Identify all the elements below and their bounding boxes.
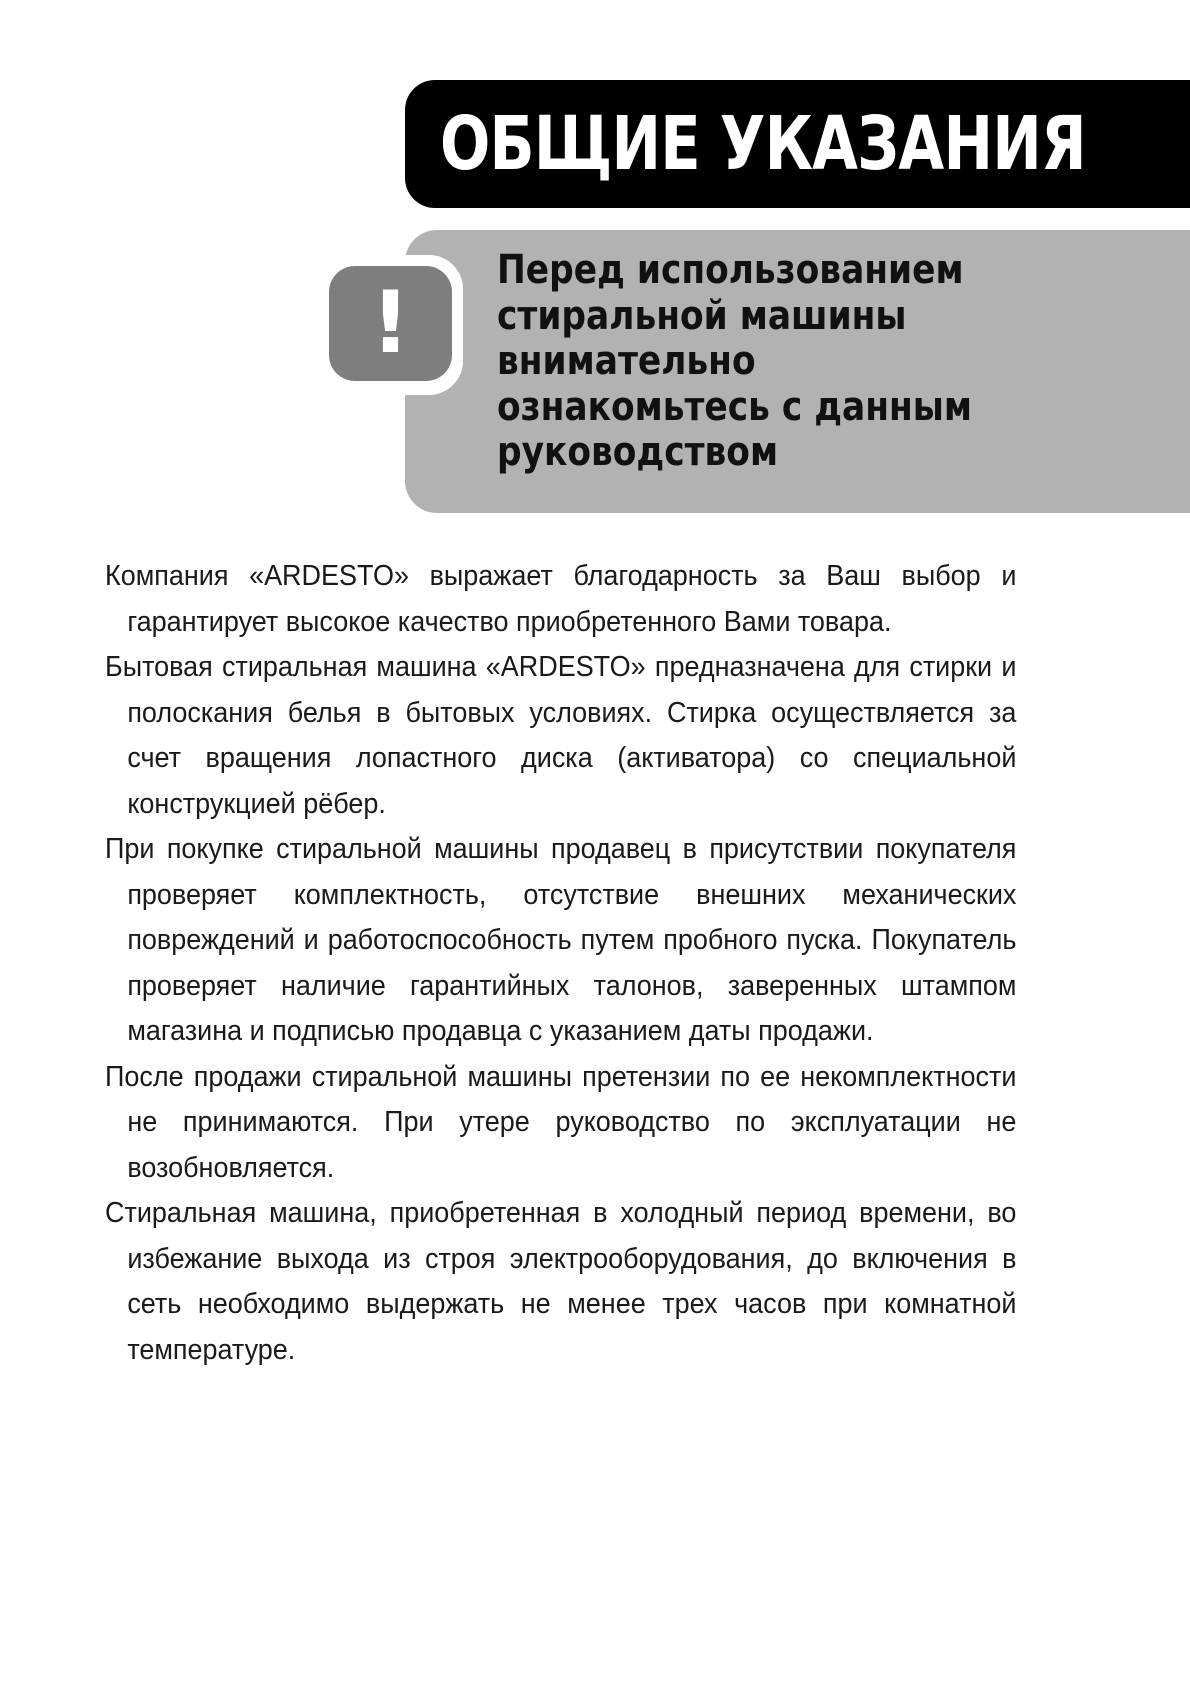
paragraph: Компания «ARDESTO» выражает благодарность за Ваш выбор и гарантирует высокое качество приобретенного Вами товара.: [105, 560, 1017, 638]
paragraph: После продажи стиральной машины претензии по ее некомплектности не принимаются. При утере руководство по эксплуатации не возобновляется.: [105, 1060, 1017, 1184]
body-text: [105, 554, 1016, 1373]
exclamation-icon: !: [329, 266, 452, 381]
paragraph: Бытовая стиральная машина «ARDESTO» предназначена для стирки и полоскания белья в бытовых условиях. Стирка осуществляется за счет вращения лопастного диска (активатора) со специальной конструкцией рёбер.: [105, 651, 1017, 820]
paragraph: При покупке стиральной машины продавец в присутствии покупателя проверяет комплектность, отсутствие внешних механических повреждений и работоспособность путем пробного пуска. Покупатель проверяет наличие гарантийных талонов, заверенных штампом магазина и подписью продавца с указанием даты продажи.: [105, 833, 1017, 1047]
section-title: ОБЩИЕ УКАЗАНИЯ: [440, 101, 1086, 187]
warning-text: Перед использованием стиральной машины внимательно ознакомьтесь с данным руководством: [497, 247, 972, 475]
section-title-bar: [405, 80, 1190, 208]
paragraph: Стиральная машина, приобретенная в холодный период времени, во избежание выхода из строя электрооборудования, до включения в сеть необходимо выдержать не менее трех часов при комнатной температуре.: [105, 1197, 1017, 1366]
